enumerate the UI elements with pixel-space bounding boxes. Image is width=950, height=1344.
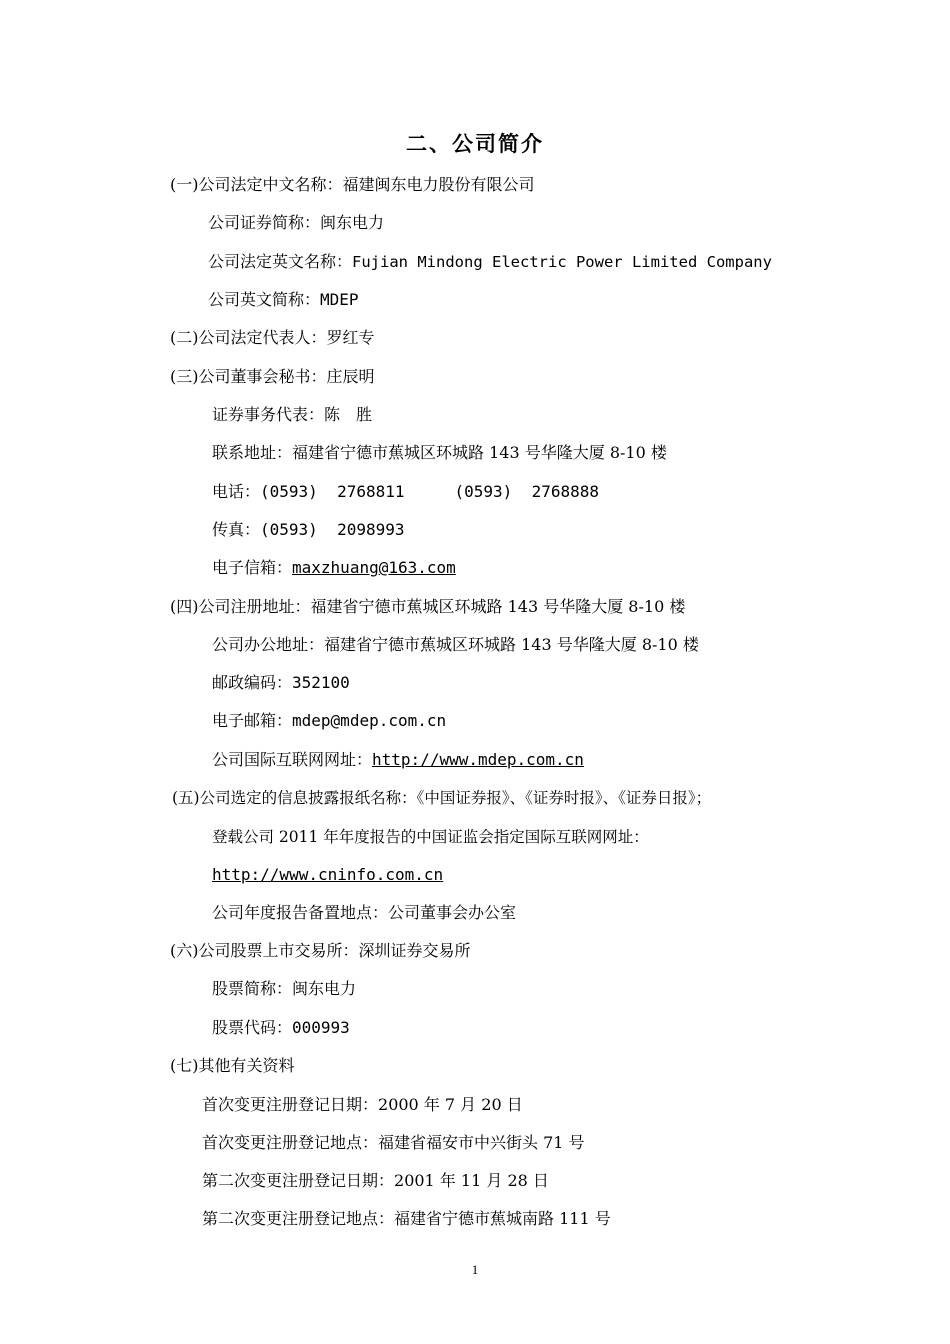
s6-abbr-line [212,978,356,1000]
s6-value: 深圳证券交易所 [358,941,471,960]
s7-l3-value: 2001 年 11 月 28 日 [394,1171,549,1190]
s4-value: 福建省宁德市蕉城区环城路 143 号华隆大厦 8-10 楼 [310,597,686,616]
s1-en-label: 公司法定英文名称： [208,252,353,271]
s7-label: (七)其他有关资料 [170,1056,295,1075]
s3-tel-1: (0593) 2768811 [260,482,405,501]
s6-label: (六)公司股票上市交易所： [170,941,359,960]
s2-value: 罗红专 [326,328,375,347]
s5-place-line [212,902,516,924]
s7-l1-value: 2000 年 7 月 20 日 [378,1095,523,1114]
s7-l4-label: 第二次变更注册登记地点： [202,1209,395,1228]
s4-email-value: mdep@mdep.com.cn [292,711,447,730]
s5-place-label: 公司年度报告备置地点： [212,903,389,922]
s3-email-line [212,557,456,579]
s5-place-value: 公司董事会办公室 [388,903,517,922]
s7-l4 [202,1208,611,1230]
s6-line [170,940,471,962]
s3-rep-line [212,404,372,426]
s1-en-abbr-line [208,289,359,311]
s7-l1 [202,1094,523,1116]
s4-email-label: 电子邮箱： [212,711,293,730]
s6-code-label: 股票代码： [212,1018,293,1037]
s7-l2-label: 首次变更注册登记地点： [202,1133,379,1152]
page-number: 1 [471,1262,479,1277]
s4-office-value: 福建省宁德市蕉城区环城路 143 号华隆大厦 8-10 楼 [324,635,699,654]
s1-value: 福建闽东电力股份有限公司 [342,175,535,194]
s1-label: (一)公司法定中文名称： [170,175,343,194]
s7-l4-value: 福建省宁德市蕉城南路 111 号 [394,1209,611,1228]
s1-name-line [170,174,535,196]
s4-zip-label: 邮政编码： [212,673,293,692]
s4-label: (四)公司注册地址： [170,597,311,616]
s1-abbr-label: 公司证券简称： [208,213,321,232]
page-title: 二、公司简介 [406,131,544,156]
s3-rep-value: 陈 胜 [324,405,373,424]
s3-fax-value: (0593) 2098993 [260,520,405,539]
s2-line [170,327,375,349]
s4-email-line [212,710,446,732]
s3-line [170,366,375,388]
s3-tel-2: (0593) 2768888 [454,482,600,501]
s3-addr-label: 联系地址： [212,443,293,462]
s4-office-label: 公司办公地址： [212,635,325,654]
s3-addr-value: 福建省宁德市蕉城区环城路 143 号华隆大厦 8-10 楼 [292,443,667,462]
s7-l2-value: 福建省福安市中兴街头 71 号 [378,1133,585,1152]
s7-l2 [202,1132,585,1154]
s1-en-abbr-value: MDEP [320,290,359,309]
s1-en-abbr-label: 公司英文简称： [208,290,321,309]
s3-label: (三)公司董事会秘书： [170,367,327,386]
s1-en-value: Fujian Mindong Electric Power Limited Company [352,253,772,271]
s4-zip-value: 352100 [292,673,350,692]
s3-value: 庄辰明 [326,367,375,386]
s3-email-link[interactable]: maxzhuang@163.com [292,558,456,577]
s5-line1: (五)公司选定的信息披露报纸名称：《中国证券报》、《证券时报》、《证券日报》； [172,789,712,807]
s4-office-line [212,634,699,656]
s3-fax-label: 传真： [212,520,261,539]
s3-addr-line [212,442,667,464]
s6-abbr-label: 股票简称： [212,979,293,998]
s3-rep-label: 证券事务代表： [212,405,325,424]
s3-tel-line [212,481,599,503]
s4-web-label: 公司国际互联网网址： [212,750,373,769]
s5-url-link[interactable]: http://www.cninfo.com.cn [212,865,444,884]
s4-line [170,596,685,618]
s6-code-line [212,1017,350,1039]
s3-fax-line [212,519,405,541]
s4-web-line [212,749,584,771]
s4-web-link[interactable]: http://www.mdep.com.cn [372,750,584,769]
s5-line2: 登载公司 2011 年年度报告的中国证监会指定国际互联网网址： [212,828,649,846]
s6-code-value: 000993 [292,1018,350,1037]
s4-zip-line [212,672,350,694]
s7-l3 [202,1170,549,1192]
s1-abbr-line [208,212,384,234]
s3-tel-label: 电话： [212,482,261,501]
s5-url-line [212,864,443,886]
s7-l1-label: 首次变更注册登记日期： [202,1095,379,1114]
s7-l3-label: 第二次变更注册登记日期： [202,1171,395,1190]
s1-en-line [208,251,772,273]
s2-label: (二)公司法定代表人： [170,328,327,347]
s1-abbr-value: 闽东电力 [320,213,385,232]
s3-email-label: 电子信箱： [212,558,293,577]
s6-abbr-value: 闽东电力 [292,979,357,998]
